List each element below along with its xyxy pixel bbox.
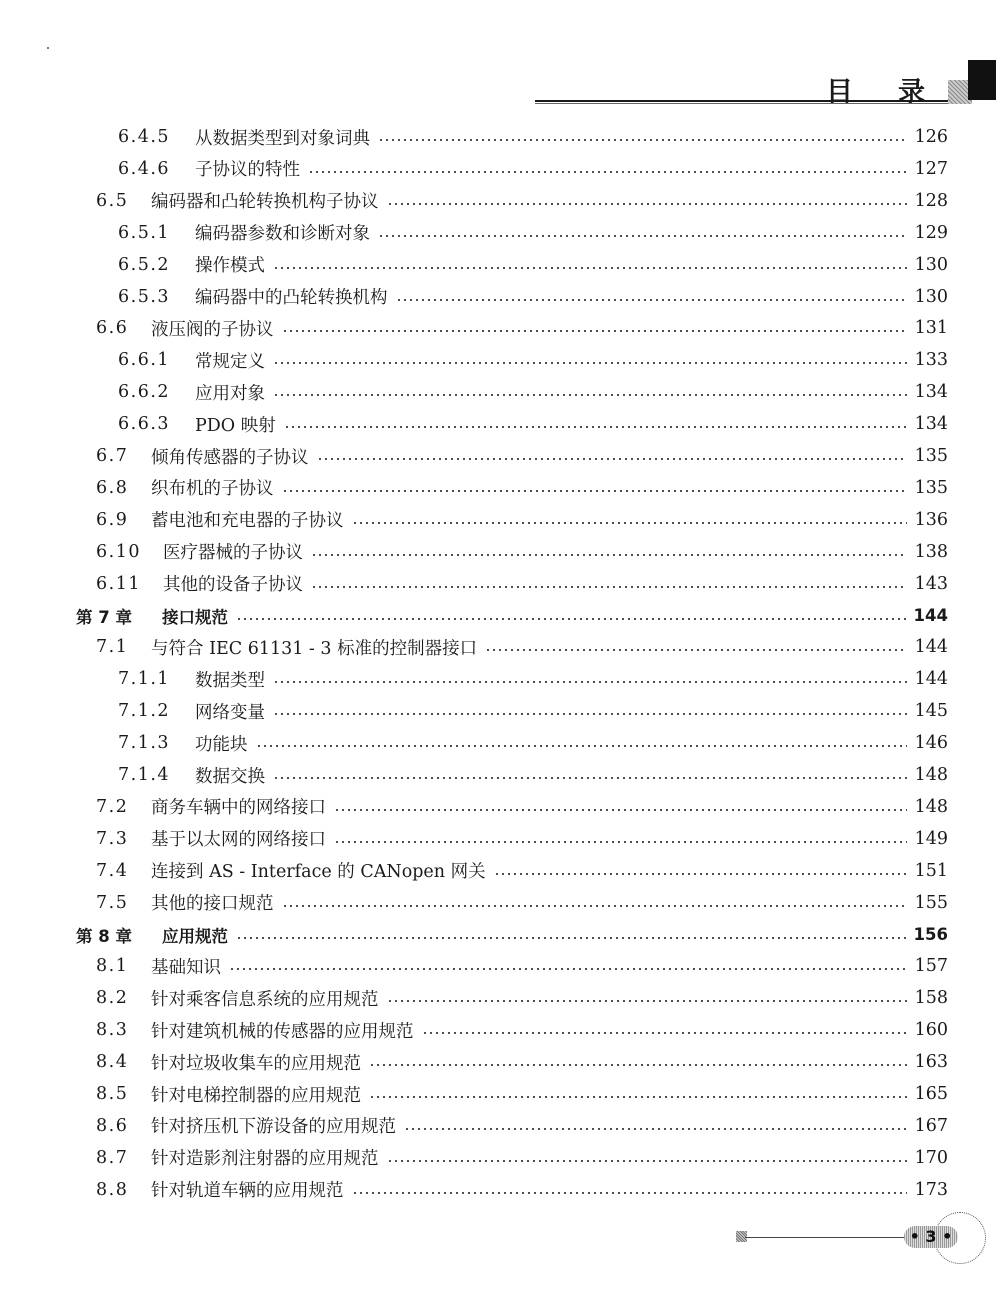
- toc-page-number: 155: [914, 892, 948, 913]
- toc-leader-dots: [236, 617, 906, 621]
- toc-page-number: 135: [914, 477, 948, 498]
- toc-entry-number: 7.1.1: [118, 669, 171, 690]
- toc-leader-dots: [485, 648, 907, 652]
- toc-entry-number: 6.5.1: [118, 222, 171, 243]
- toc-entry-row[interactable]: [0, 982, 1000, 1014]
- toc-page-number: 144: [914, 669, 948, 690]
- toc-leader-dots: [229, 967, 907, 971]
- toc-page-number: 160: [914, 1020, 948, 1041]
- toc-entry-number: 8.2: [96, 988, 129, 1009]
- toc-entry-title: 功能块: [195, 734, 248, 755]
- toc-entry-number: 7.1.4: [118, 765, 171, 785]
- toc-entry-title: 子协议的特性: [195, 160, 300, 181]
- toc-entry-title: 接口规范: [162, 607, 228, 627]
- toc-leader-dots: [352, 521, 907, 525]
- toc-entry-row[interactable]: [0, 1014, 1000, 1046]
- toc-entry-title: 连接到 AS - Interface 的 CANopen 网关: [151, 862, 486, 883]
- toc-leader-dots: [334, 808, 907, 812]
- toc-entry-title: 针对轨道车辆的应用规范: [151, 1181, 344, 1202]
- toc-entry-title: 应用对象: [195, 383, 265, 404]
- page-title-char-2: 录: [898, 77, 927, 108]
- toc-page-number: 133: [914, 350, 948, 371]
- toc-entry-row[interactable]: [0, 312, 1000, 344]
- toc-page-number: 134: [914, 382, 948, 403]
- toc-leader-dots: [273, 361, 907, 365]
- toc-entry-number: 6.10: [96, 541, 141, 562]
- toc-leader-dots: [273, 712, 907, 716]
- toc-leader-dots: [387, 999, 907, 1003]
- toc-leader-dots: [422, 1031, 907, 1035]
- toc-page-number: 138: [914, 541, 948, 562]
- toc-page-number: 165: [914, 1084, 948, 1104]
- toc-entry-number: 6.4.5: [118, 127, 171, 147]
- toc-entry-title: 蓄电池和充电器的子协议: [151, 511, 344, 532]
- toc-entry-number: 6.6.2: [118, 382, 171, 403]
- toc-entry-number: 8.6: [96, 1115, 129, 1136]
- toc-page-number: 131: [914, 318, 948, 339]
- toc-entry-row[interactable]: [0, 887, 1000, 919]
- toc-entry-row[interactable]: [0, 536, 1000, 568]
- toc-entry-number: 6.6: [96, 318, 129, 339]
- toc-page-number: 127: [914, 158, 948, 179]
- toc-page-number: 146: [914, 733, 948, 754]
- toc-entry-number: 6.8: [96, 477, 129, 498]
- toc-entry-row[interactable]: [0, 1142, 1000, 1174]
- toc-leader-dots: [317, 457, 907, 461]
- speck: [47, 47, 49, 49]
- toc-page-number: 157: [914, 956, 948, 977]
- toc-leader-dots: [284, 425, 907, 429]
- footer-rule: [745, 1237, 907, 1238]
- toc-leader-dots: [352, 1191, 907, 1195]
- toc-leader-dots: [273, 266, 907, 270]
- toc-leader-dots: [334, 840, 907, 844]
- toc-entry-title: 与符合 IEC 61131 - 3 标准的控制器接口: [151, 638, 478, 659]
- toc-entry-row[interactable]: [0, 950, 1000, 982]
- toc-entry-row[interactable]: [0, 695, 1000, 727]
- toc-leader-dots: [273, 776, 907, 780]
- toc-chapter-row[interactable]: [0, 919, 1000, 951]
- toc-entry-row[interactable]: [0, 185, 1000, 217]
- toc-entry-number: 6.6.1: [118, 350, 171, 371]
- header-rule: [535, 100, 948, 102]
- toc-leader-dots: [308, 170, 907, 174]
- toc-entry-row[interactable]: [0, 504, 1000, 536]
- toc-entry-row[interactable]: [0, 727, 1000, 759]
- toc-entry-number: 6.5: [96, 190, 129, 211]
- toc-leader-dots: [494, 872, 907, 876]
- toc-page-number: 143: [914, 573, 948, 594]
- toc-entry-row[interactable]: [0, 472, 1000, 504]
- toc-entry-row[interactable]: [0, 121, 1000, 153]
- toc-entry-row[interactable]: [0, 344, 1000, 376]
- toc-entry-number: 7.2: [96, 796, 129, 817]
- toc-entry-title: 基础知识: [151, 957, 221, 978]
- toc-entry-title: 编码器中的凸轮转换机构: [195, 288, 388, 308]
- toc-entry-title: 应用规范: [162, 926, 228, 946]
- toc-page-number: 145: [914, 701, 948, 722]
- toc-entry-title: 从数据类型到对象词典: [195, 128, 370, 149]
- toc-entry-row[interactable]: [0, 759, 1000, 791]
- toc-leader-dots: [387, 202, 907, 206]
- toc-page-number: 129: [914, 222, 948, 243]
- toc-page-number: 156: [913, 925, 948, 944]
- toc-page-number: 128: [914, 190, 948, 211]
- toc-entry-number: 8.3: [96, 1020, 129, 1041]
- toc-entry-number: 6.5.3: [118, 286, 171, 307]
- toc-entry-title: 液压阀的子协议: [151, 319, 274, 340]
- page-title-char-1: 目: [826, 77, 855, 108]
- header-corner-block: [968, 60, 996, 100]
- toc-leader-dots: [282, 329, 907, 333]
- toc-page-number: 144: [914, 637, 948, 658]
- toc-entry-row[interactable]: [0, 823, 1000, 855]
- toc-entry-number: 8.8: [96, 1179, 129, 1200]
- toc-entry-number: 7.1.2: [118, 701, 171, 722]
- toc-entry-title: 针对乘客信息系统的应用规范: [151, 989, 379, 1010]
- toc-entry-title: 医疗器械的子协议: [163, 543, 303, 564]
- toc-entry-number: 第 8 章: [76, 926, 132, 946]
- toc-entry-title: 数据类型: [195, 670, 265, 691]
- toc-page-number: 130: [914, 286, 948, 307]
- toc-entry-row[interactable]: [0, 376, 1000, 408]
- toc-entry-title: 织布机的子协议: [151, 479, 274, 500]
- toc-leader-dots: [273, 393, 907, 397]
- toc-entry-title: 针对垃圾收集车的应用规范: [151, 1053, 361, 1074]
- toc-leader-dots: [369, 1063, 907, 1067]
- toc-entry-title: 编码器和凸轮转换机构子协议: [151, 192, 379, 213]
- header-rule-thin: [535, 103, 948, 104]
- toc-page-number: 148: [914, 796, 948, 817]
- toc-page-number: 144: [913, 606, 948, 625]
- toc-leader-dots: [273, 680, 907, 684]
- toc-page-number: 173: [914, 1179, 948, 1200]
- toc-leader-dots: [369, 1095, 907, 1099]
- toc-page-number: 148: [914, 765, 948, 785]
- toc-page-number: 149: [914, 828, 948, 849]
- toc-entry-row[interactable]: [0, 217, 1000, 249]
- toc-entry-number: 6.7: [96, 446, 129, 466]
- toc-entry-number: 7.4: [96, 860, 129, 881]
- toc-leader-dots: [378, 138, 907, 142]
- toc-entry-title: 倾角传感器的子协议: [151, 447, 309, 468]
- toc-leader-dots: [404, 1127, 907, 1131]
- toc-leader-dots: [311, 553, 907, 557]
- toc-entry-title: 操作模式: [195, 256, 265, 277]
- toc-entry-title: 基于以太网的网络接口: [151, 830, 326, 851]
- toc-entry-title: PDO 映射: [195, 415, 276, 436]
- toc-entry-title: 数据交换: [195, 766, 265, 787]
- toc-entry-row[interactable]: [0, 1046, 1000, 1078]
- toc-entry-number: 7.3: [96, 828, 129, 849]
- toc-page-number: 126: [914, 127, 948, 147]
- toc-entry-number: 6.6.3: [118, 414, 171, 435]
- toc-leader-dots: [256, 744, 907, 748]
- toc-page-number: 163: [914, 1052, 948, 1073]
- toc-page-number: 136: [914, 509, 948, 530]
- toc-page-number: 135: [914, 446, 948, 466]
- toc-entry-number: 7.1: [96, 637, 129, 658]
- toc-entry-row[interactable]: [0, 663, 1000, 695]
- toc-entry-row[interactable]: [0, 1110, 1000, 1142]
- toc-entry-title: 网络变量: [195, 702, 265, 723]
- toc-page-number: 130: [914, 254, 948, 275]
- toc-entry-number: 8.5: [96, 1084, 129, 1104]
- toc-entry-number: 8.7: [96, 1147, 129, 1168]
- toc-entry-number: 6.4.6: [118, 158, 171, 179]
- toc-entry-row[interactable]: [0, 408, 1000, 440]
- toc-entry-row[interactable]: [0, 791, 1000, 823]
- toc-entry-title: 针对造影剂注射器的应用规范: [151, 1149, 379, 1170]
- toc-page-number: 170: [914, 1147, 948, 1168]
- toc-entry-row[interactable]: [0, 249, 1000, 281]
- toc-entry-number: 7.1.3: [118, 733, 171, 754]
- toc-entry-title: 常规定义: [195, 351, 265, 372]
- toc-entry-number: 8.1: [96, 956, 129, 977]
- toc-page-number: 151: [914, 860, 948, 881]
- toc-entry-title: 针对建筑机械的传感器的应用规范: [151, 1021, 414, 1042]
- toc-entry-number: 6.11: [96, 573, 141, 594]
- toc-entry-number: 6.5.2: [118, 254, 171, 275]
- toc-entry-number: 7.5: [96, 892, 129, 913]
- toc-entry-title: 其他的设备子协议: [163, 575, 303, 596]
- toc-leader-dots: [236, 936, 906, 940]
- toc-entry-row[interactable]: [0, 1174, 1000, 1206]
- toc-entry-row[interactable]: [0, 281, 1000, 313]
- toc-leader-dots: [378, 234, 907, 238]
- toc-entry-title: 商务车辆中的网络接口: [151, 798, 326, 819]
- toc-entry-row[interactable]: [0, 153, 1000, 185]
- toc-entry-row[interactable]: [0, 631, 1000, 663]
- toc-entry-title: 其他的接口规范: [151, 894, 274, 915]
- toc-entry-number: 6.9: [96, 509, 129, 530]
- toc-entry-title: 针对电梯控制器的应用规范: [151, 1085, 361, 1106]
- toc-entry-row[interactable]: [0, 855, 1000, 887]
- toc-page-number: 167: [914, 1115, 948, 1136]
- page-number: • 3 •: [904, 1226, 958, 1248]
- toc-entry-number: 8.4: [96, 1052, 129, 1073]
- toc-page-number: 134: [914, 414, 948, 435]
- toc-leader-dots: [387, 1159, 907, 1163]
- toc-entry-row[interactable]: [0, 1078, 1000, 1110]
- toc-leader-dots: [282, 489, 907, 493]
- toc-leader-dots: [396, 298, 907, 302]
- page-number-value: 3: [925, 1227, 937, 1246]
- toc-chapter-row[interactable]: [0, 600, 1000, 632]
- toc-entry-row[interactable]: [0, 568, 1000, 600]
- toc-leader-dots: [311, 585, 907, 589]
- toc-entry-row[interactable]: [0, 440, 1000, 472]
- toc-entry-title: 编码器参数和诊断对象: [195, 224, 370, 245]
- toc-leader-dots: [282, 904, 907, 908]
- toc-entry-number: 第 7 章: [76, 607, 132, 627]
- toc-entry-title: 针对挤压机下游设备的应用规范: [151, 1117, 396, 1138]
- toc-page-number: 158: [914, 988, 948, 1009]
